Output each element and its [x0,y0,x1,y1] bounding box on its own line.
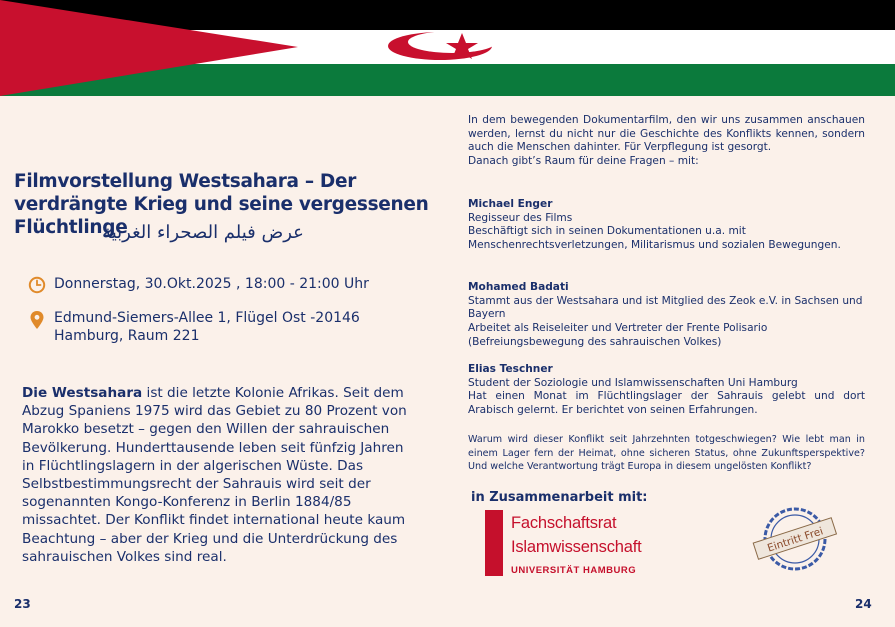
speaker-line: Beschäftigt sich in seinen Dokumentationen u.a. mit Menschenrechtsverletzungen, Militarismus und sozialen Bewegungen. [468,225,841,252]
stamp-text: Eintritt Frei [765,525,825,555]
logo-line-2: Islamwissenschaft [511,538,642,556]
logo-line-1: Fachschaftsrat [511,514,617,532]
logo-red-bar [485,510,503,576]
speaker-line: Regisseur des Films [468,211,573,224]
speaker-line: Arbeitet als Reiseleiter und Vertreter der Frente Polisario (Befreiungsbewegung des sahrauischen Volkes) [468,322,768,348]
speaker-line: Hat einen Monat im Flüchtlingslager der Sahrauis gelebt und dort Arabisch gelernt. Er berichtet von seinen Erfahrungen. [468,390,865,417]
fachschaftsrat-logo [485,510,665,578]
event-date-row [28,275,369,294]
intro-bold-lead: Die Westsahara [22,385,143,401]
western-sahara-flag-banner [0,0,895,96]
address-line-2: Hamburg, Raum 221 [54,328,200,344]
speaker-name: Michael Enger [468,198,553,210]
page-number-right: 24 [855,597,872,611]
logo-line-3: UNIVERSITÄT HAMBURG [511,565,637,576]
film-description [468,114,865,169]
flag-emblem [0,0,895,96]
questions-lead-in: Danach gibt’s Raum für deine Fragen – mit: [468,155,699,168]
cooperation-heading: in Zusammenarbeit mit: [471,490,648,505]
speaker-line: Stammt aus der Westsahara und ist Mitglied des Zeok e.V. in Sachsen und Bayern [468,294,863,321]
event-date: Donnerstag, 30.Okt.2025 , 18:00 - 21:00 Uhr [54,276,369,292]
eintritt-frei-stamp [750,506,840,572]
clock-icon [28,276,46,294]
speaker-line: Student der Soziologie und Islamwissenschaften Uni Hamburg [468,376,798,389]
film-description-text: In dem bewegenden Dokumentarfilm, den wir uns zusammen anschauen werden, lernst du nicht nur die Geschichte des Konflikts kennen, sondern auch die Menschen dahinter. Für Verpflegung ist gesorgt. [468,114,865,154]
crescent-star-icon [388,31,496,60]
event-title: Filmvorstellung Westsahara – Der verdrängte Krieg und seine vergessenen Flüchtlinge [14,171,429,238]
flag-red-triangle [0,0,298,96]
speaker-block-badati [468,281,865,350]
address-line-1: Edmund-Siemers-Allee 1, Flügel Ost -20146 [54,310,360,326]
speaker-block-enger [468,198,865,253]
speaker-block-teschner [468,363,865,418]
location-pin-icon [28,310,46,330]
intro-text: ist die letzte Kolonie Afrikas. Seit dem Abzug Spaniens 1975 wird das Gebiet zu 80 Prozent von Marokko besetzt – gegen den Willen der sahrauischen Bevölkerung. Hunderttausende leben seit fünfzig Jahren in Flüchtlingslagern in der algerischen Wüste. Das Selbstbestimmungsrecht der Sahrauis wird seit der sogenannten Kongo-Konferenz in Berlin 1884/85 missachtet. Der Konflikt findet international heute kaum Beachtung – aber der Krieg und die Unterdrückung des sahrauischen Volkes sind real. [22,385,407,565]
closing-questions: Warum wird dieser Konflikt seit Jahrzehnten totgeschwiegen? Wie lebt man in einem Lager fern der Heimat, ohne sicheren Status, ohne Zukunftsperspektive? Und welche Verantwortung trägt Europa in diesem ungelösten Konflikt? [468,434,865,472]
speaker-name: Mohamed Badati [468,281,569,293]
intro-paragraph [22,384,417,566]
speaker-name: Elias Teschner [468,363,553,375]
arabic-title: عرض فيلم الصحراء الغربية [102,222,304,243]
event-address-row [28,309,360,345]
page-number-left: 23 [14,597,31,611]
